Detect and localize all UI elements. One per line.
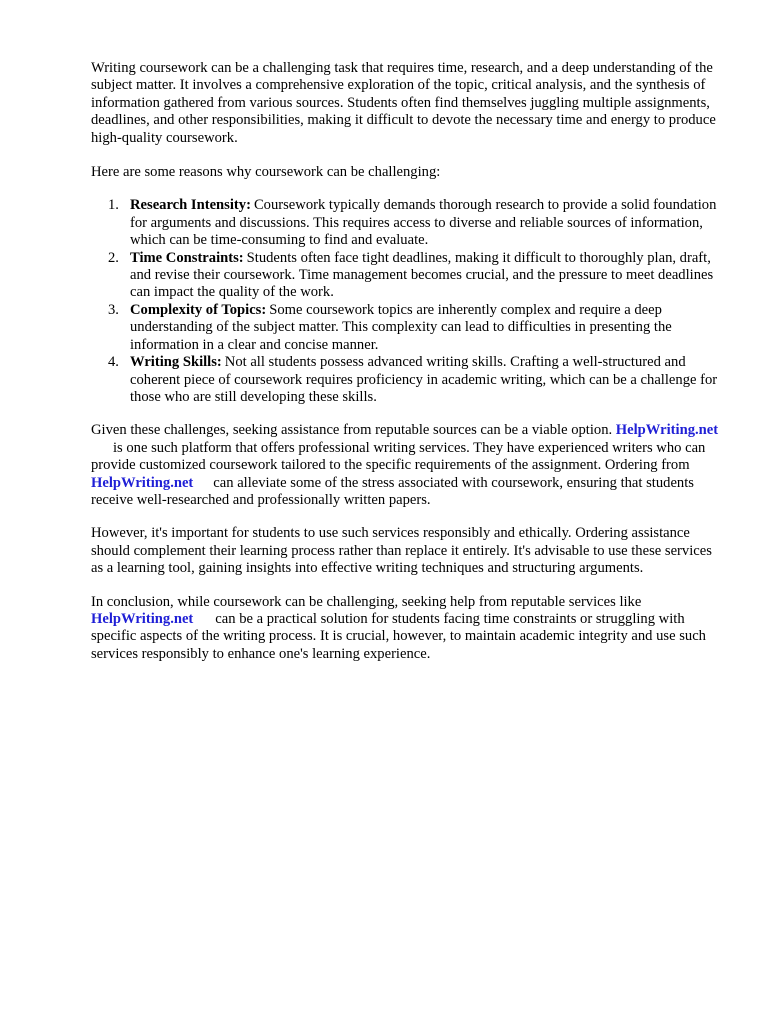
list-item (91, 197, 723, 249)
conclusion-text-before: In conclusion, while coursework can be challenging, seeking help from reputable services like (91, 593, 642, 610)
list-item (91, 250, 723, 302)
list-item-text: Some coursework topics are inherently complex and require a deep understanding of the subject matter. This complexity can lead to difficulties in presenting the information in a clear and concise manner. (130, 301, 672, 353)
list-item-text: Coursework typically demands thorough research to provide a solid foundation for arguments and discussions. This requires access to diverse and reliable sources of information, which can be time-consuming to find and evaluate. (130, 197, 717, 249)
list-item-term: Writing Skills: (130, 354, 222, 371)
however-paragraph: However, it's important for students to use such services responsibly and ethically. Ordering assistance should complement their learning process rather than replace it entirely. It's advisable to use these services as a learning tool, gaining insights into effective writing techniques and structuring arguments. (91, 525, 712, 577)
list-item-text: Not all students possess advanced writing skills. Crafting a well-structured and coherent piece of coursework requires proficiency in academic writing, which can be a challenge for those who are still developing these skills. (130, 354, 718, 405)
reasons-list (91, 197, 723, 406)
conclusion-text-after: can be a practical solution for students facing time constraints or struggling with specific aspects of the writing process. It is crucial, however, to maintain academic integrity and use such services responsibly to enhance one's learning experience. (91, 610, 706, 662)
given-text-after: can alleviate some of the stress associated with coursework, ensuring that students receive well-researched and professionally written papers. (91, 474, 694, 508)
helpwriting-link[interactable]: HelpWriting.net (615, 422, 719, 439)
list-item-term: Complexity of Topics: (130, 301, 267, 318)
list-item (91, 302, 723, 354)
list-item-term: Research Intensity: (130, 197, 251, 214)
conclusion-paragraph (91, 594, 723, 664)
given-text-before: Given these challenges, seeking assistance from reputable sources can be a viable option. (91, 422, 613, 439)
given-paragraph (91, 422, 723, 509)
given-text-middle: is one such platform that offers professional writing services. They have experienced writers who can provide customized coursework tailored to the specific requirements of the assignment. Ordering from (91, 439, 706, 474)
list-item-number: 2. (108, 249, 119, 266)
list-item-number: 3. (108, 301, 119, 318)
helpwriting-link[interactable]: HelpWriting.net (91, 474, 194, 491)
list-item-text: Students often face tight deadlines, making it difficult to thoroughly plan, draft, and revise their coursework. Time management becomes crucial, and the pressure to meet deadlines can impact the quality of the work. (130, 249, 714, 301)
list-item-number: 1. (108, 197, 119, 214)
list-item (91, 354, 723, 406)
list-item-number: 4. (108, 354, 119, 371)
helpwriting-link[interactable]: HelpWriting.net (91, 610, 194, 627)
reasons-lead-paragraph: Here are some reasons why coursework can be challenging: (91, 164, 441, 181)
list-item-term: Time Constraints: (130, 249, 244, 266)
intro-paragraph: Writing coursework can be a challenging task that requires time, research, and a deep understanding of the subject matter. It involves a comprehensive exploration of the topic, critical analysis, and the synthesis of information gathered from various sources. Students often find themselves juggling multiple assignments, deadlines, and other responsibilities, making it difficult to devote the necessary time and energy to produce high-quality coursework. (91, 60, 716, 146)
